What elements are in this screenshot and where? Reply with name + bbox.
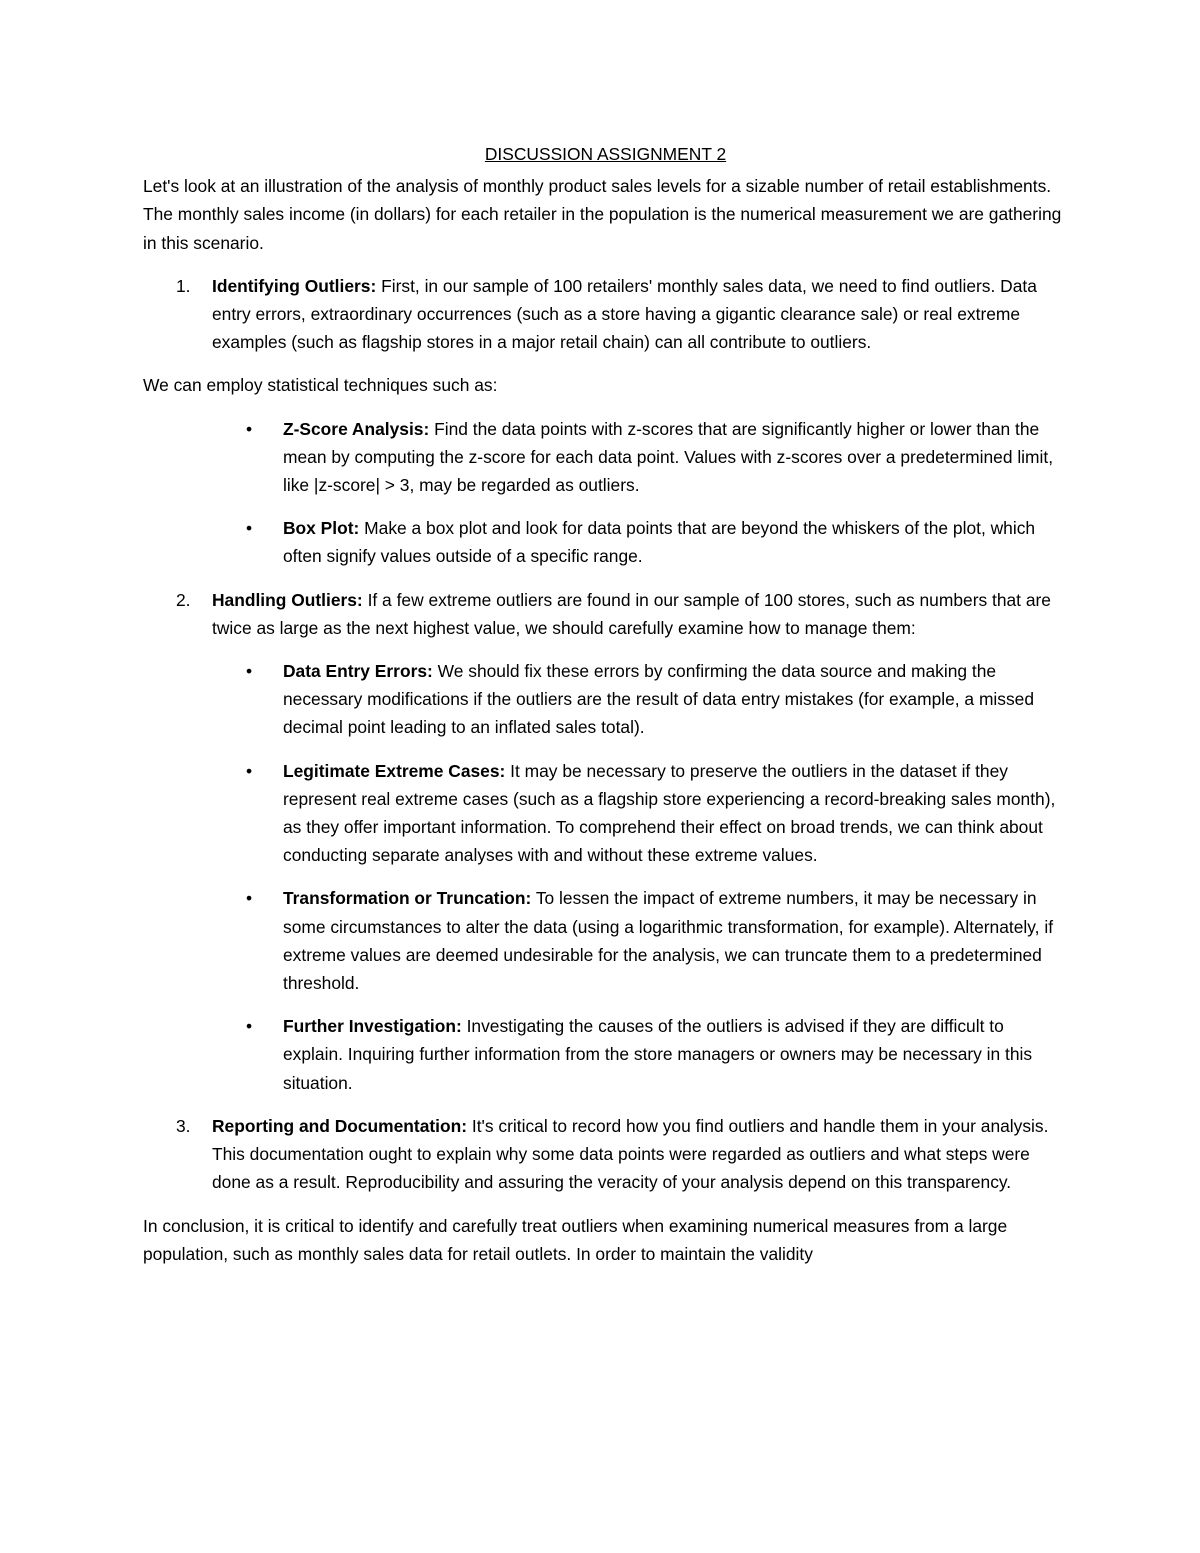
list-number: 1. bbox=[176, 275, 191, 296]
item-text: First, in our sample of 100 retailers' monthly sales data, we need to find outliers. Data entry errors, extraordinary occurrences (such as a store having a gigantic clearance sale) or real extreme examples (such as flagship stores in a major retail chain) can all contribute to outliers. bbox=[212, 275, 1037, 353]
bullet-icon: • bbox=[246, 888, 253, 909]
item-heading: Z-Score Analysis: bbox=[283, 418, 430, 439]
bullet-item-legitimate-extreme-cases bbox=[143, 757, 1068, 870]
document-page bbox=[143, 140, 1068, 1283]
item-heading: Handling Outliers: bbox=[212, 589, 363, 610]
item-heading: Data Entry Errors: bbox=[283, 661, 433, 682]
item-text: It may be necessary to preserve the outliers in the dataset if they represent real extreme cases (such as a flagship store experiencing a record-breaking sales month), as they offer important information. To comprehend their effect on broad trends, we can think about conducting separate analyses with and without these extreme values. bbox=[283, 760, 1056, 866]
bullet-icon: • bbox=[246, 518, 253, 539]
numbered-item-handling-outliers bbox=[143, 586, 1068, 1097]
bullet-item-data-entry-errors bbox=[143, 657, 1068, 742]
bullet-item-z-score bbox=[143, 415, 1068, 500]
techniques-intro: We can employ statistical techniques such as: bbox=[143, 375, 498, 396]
techniques-list bbox=[143, 415, 1068, 571]
item-text: We should fix these errors by confirming the data source and making the necessary modifications if the outliers are the result of data entry mistakes (for example, a missed decimal point leading to an inflated sales total). bbox=[283, 661, 1035, 738]
item-heading: Reporting and Documentation: bbox=[212, 1115, 468, 1136]
bullet-icon: • bbox=[246, 418, 253, 439]
handling-list bbox=[143, 657, 1068, 1097]
bullet-icon: • bbox=[246, 661, 253, 682]
item-text: Make a box plot and look for data points that are beyond the whiskers of the plot, which often signify values outside of a specific range. bbox=[283, 518, 1036, 567]
bullet-item-box-plot bbox=[143, 514, 1068, 570]
item-heading: Further Investigation: bbox=[283, 1016, 462, 1037]
list-number: 3. bbox=[176, 1115, 191, 1136]
list-number: 2. bbox=[176, 589, 191, 610]
item-text: Investigating the causes of the outliers is advised if they are difficult to explain. Inquiring further information from the store managers or owners may be necessary in this situation. bbox=[283, 1016, 1033, 1093]
document-title: DISCUSSION ASSIGNMENT 2 bbox=[484, 144, 727, 164]
item-heading: Transformation or Truncation: bbox=[283, 888, 532, 909]
item-heading: Box Plot: bbox=[283, 518, 360, 539]
bullet-icon: • bbox=[246, 1016, 253, 1037]
intro-paragraph: Let's look at an illustration of the analysis of monthly product sales levels for a sizable number of retail establishments. The monthly sales income (in dollars) for each retailer in the population is the numerical measurement we are gathering in this scenario. bbox=[143, 176, 1062, 253]
numbered-item-identifying-outliers bbox=[143, 272, 1068, 357]
conclusion-paragraph: In conclusion, it is critical to identify and carefully treat outliers when examining numerical measures from a large population, such as monthly sales data for retail outlets. In order to maintain the validity bbox=[143, 1215, 1008, 1264]
item-text: If a few extreme outliers are found in our sample of 100 stores, such as numbers that are twice as large as the next highest value, we should carefully examine how to manage them: bbox=[212, 589, 1051, 638]
bullet-item-transformation-truncation bbox=[143, 884, 1068, 997]
item-text: To lessen the impact of extreme numbers, it may be necessary in some circumstances to alter the data (using a logarithmic transformation, for example). Alternately, if extreme values are deemed undesirable for the analysis, we can truncate them to a predetermined threshold. bbox=[283, 888, 1054, 994]
item-text: Find the data points with z-scores that are significantly higher or lower than the mean by computing the z-score for each data point. Values with z-scores over a predetermined limit, like |z-score| > 3, may be regarded as outliers. bbox=[283, 418, 1054, 496]
item-heading: Identifying Outliers: bbox=[212, 275, 377, 296]
bullet-icon: • bbox=[246, 760, 253, 781]
item-heading: Legitimate Extreme Cases: bbox=[283, 760, 506, 781]
item-text: It's critical to record how you find outliers and handle them in your analysis. This documentation ought to explain why some data points were regarded as outliers and what steps were done as a result. Reproducibility and assuring the veracity of your analysis depend on this transparency. bbox=[212, 1115, 1049, 1193]
bullet-item-further-investigation bbox=[143, 1012, 1068, 1097]
numbered-item-reporting-documentation bbox=[143, 1112, 1068, 1197]
